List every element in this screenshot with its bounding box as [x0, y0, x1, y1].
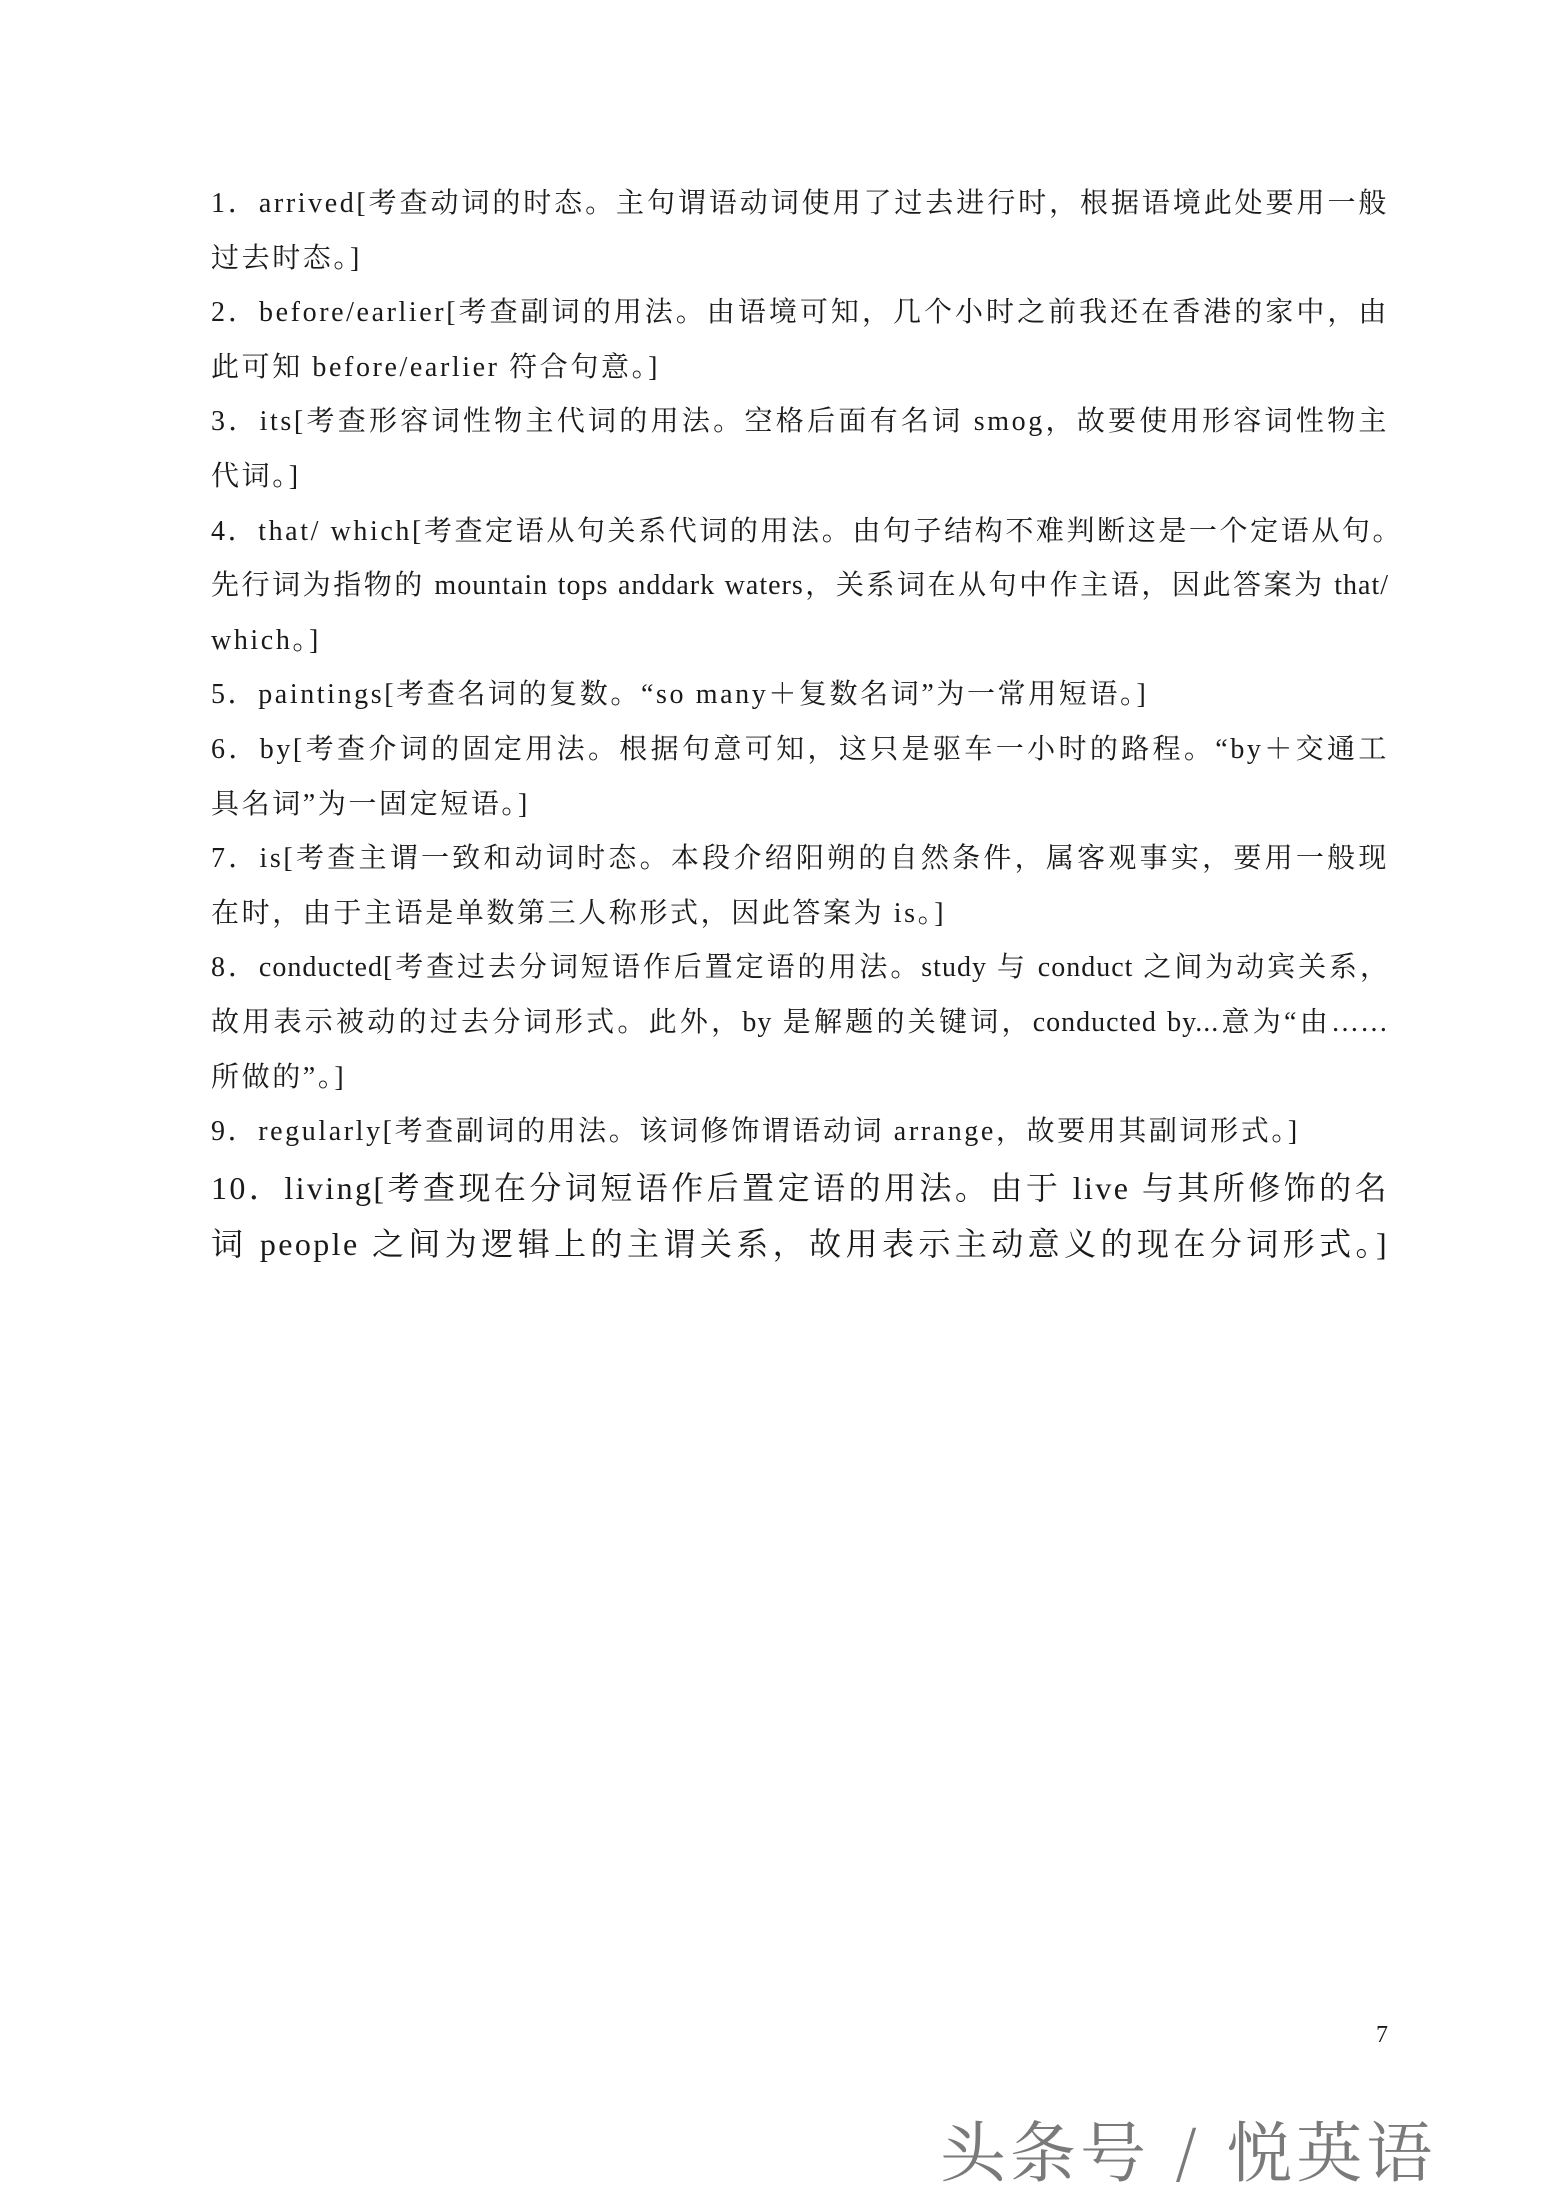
- answer-item-1: [211, 177, 1389, 286]
- answer-item-3: [211, 395, 1389, 504]
- answer-item-10: [211, 1160, 1389, 1272]
- answer-item-9: [211, 1105, 1389, 1160]
- answer-line: 2．before/earlier[考查副词的用法。由语境可知，几个小时之前我还在香港的家中，由: [211, 297, 1389, 329]
- answer-key: [211, 177, 1404, 1272]
- answer-line: 此可知 before/earlier 符合句意。]: [211, 351, 661, 383]
- answer-line: 代词。]: [211, 460, 301, 492]
- answer-line: 5．paintings[考查名词的复数。“so many＋复数名词”为一常用短语。]: [211, 679, 1149, 711]
- answer-item-4: [211, 505, 1404, 669]
- answer-item-6: [211, 723, 1389, 832]
- answer-line: 9．regularly[考查副词的用法。该词修饰谓语动词 arrange，故要用其副词形式。]: [211, 1116, 1300, 1148]
- answer-line: 1．arrived[考查动词的时态。主句谓语动词使用了过去进行时，根据语境此处要用一般: [211, 188, 1389, 219]
- answer-item-5: [211, 668, 1389, 723]
- answer-item-8: [211, 941, 1389, 1105]
- answer-line: 3．its[考查形容词性物主代词的用法。空格后面有名词 smog，故要使用形容词性物主: [211, 406, 1389, 438]
- answer-line: 故用表示被动的过去分词形式。此外，by 是解题的关键词，conducted by...意为“由……: [211, 1006, 1389, 1038]
- answer-item-2: [211, 286, 1389, 395]
- answer-line: 4．that/ which[考查定语从句关系代词的用法。由句子结构不难判断这是一个定语从句。: [211, 515, 1404, 547]
- page-number: 7: [1376, 2022, 1388, 2048]
- answer-line: 7．is[考查主谓一致和动词时态。本段介绍阳朔的自然条件，属客观事实，要用一般现: [211, 843, 1389, 875]
- answer-line: 10．living[考查现在分词短语作后置定语的用法。由于 live 与其所修饰的名: [211, 1169, 1389, 1206]
- answer-line: which。]: [211, 624, 321, 656]
- answer-line: 6．by[考查介词的固定用法。根据句意可知，这只是驱车一小时的路程。“by＋交通工: [211, 733, 1389, 765]
- answer-line: 具名词”为一固定短语。]: [211, 788, 530, 820]
- answer-line: 先行词为指物的 mountain tops anddark waters，关系词在从句中作主语，因此答案为 that/: [211, 570, 1389, 602]
- answer-line: 在时，由于主语是单数第三人称形式，因此答案为 is。]: [211, 897, 947, 929]
- answer-line: 8．conducted[考查过去分词短语作后置定语的用法。study 与 conduct 之间为动宾关系，: [211, 952, 1389, 984]
- answer-item-7: [211, 832, 1389, 941]
- answer-line: 词 people 之间为逻辑上的主谓关系，故用表示主动意义的现在分词形式。]: [211, 1225, 1389, 1262]
- answer-line: 过去时态。]: [211, 242, 362, 274]
- watermark: 头条号 / 悦英语: [940, 2115, 1437, 2192]
- answer-line: 所做的”。]: [211, 1061, 347, 1093]
